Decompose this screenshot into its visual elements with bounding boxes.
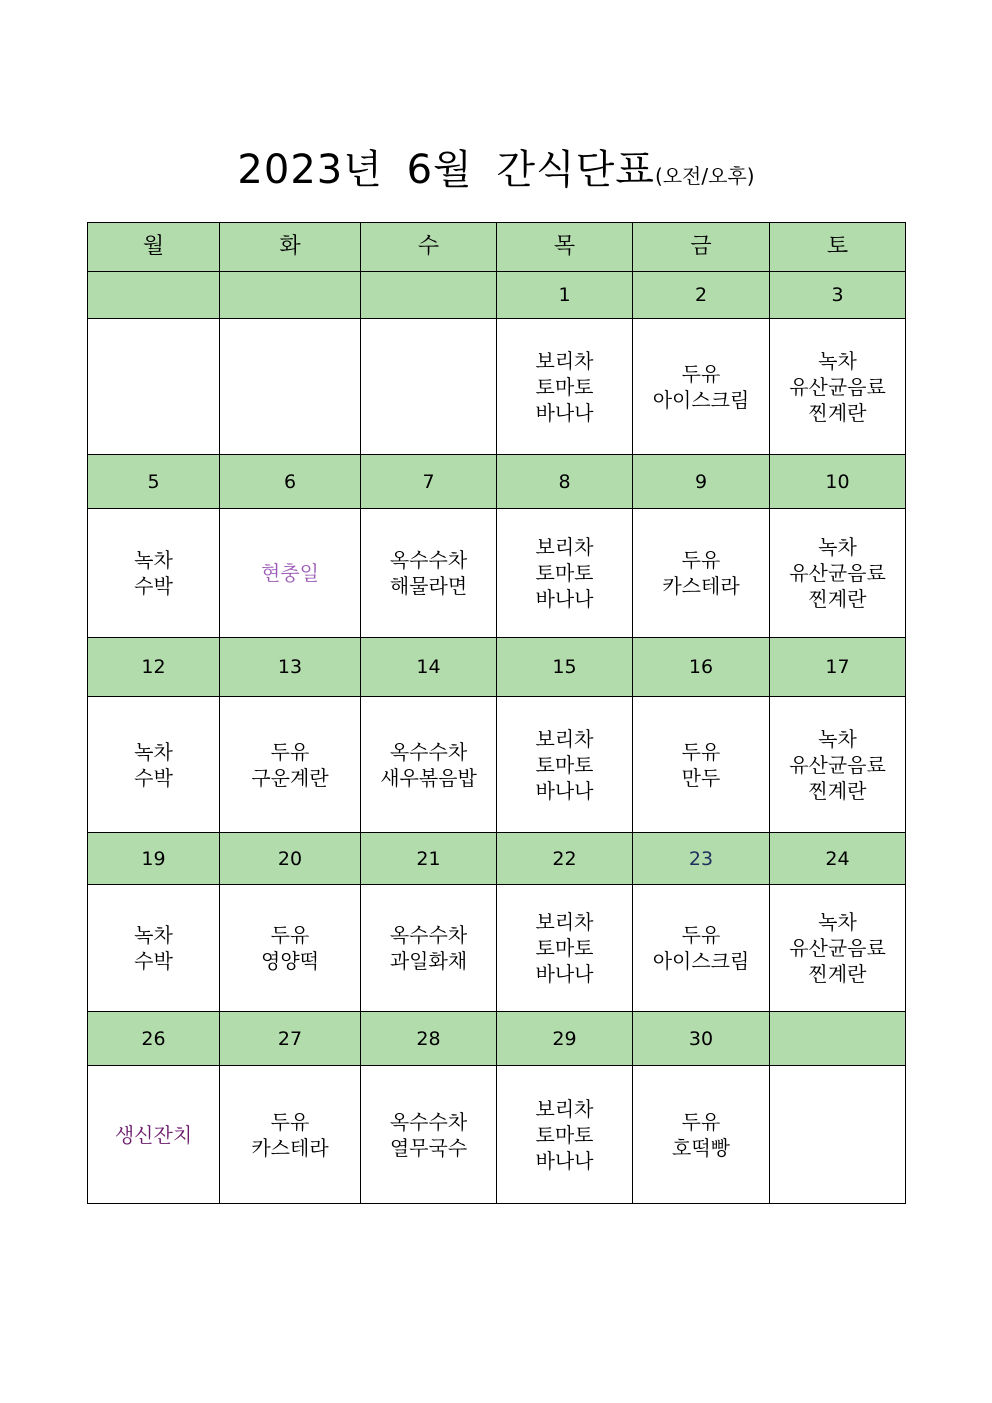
menu-cell-sat — [770, 1066, 906, 1204]
menu-item: 해물라면 — [389, 574, 468, 598]
date-row — [88, 638, 906, 697]
date-cell-mon — [88, 272, 220, 319]
menu-cell-wed — [361, 885, 497, 1012]
date-row — [88, 833, 906, 885]
menu-item: 두유 — [681, 361, 721, 386]
menu-cell-thu — [497, 697, 633, 833]
menu-cell-thu — [497, 1066, 633, 1204]
menu-cell-sat — [770, 885, 906, 1012]
date-cell-thu: 22 — [497, 833, 633, 885]
menu-cell-sat — [770, 509, 906, 638]
menu-item: 녹차 — [818, 726, 857, 751]
weekday-tue: 화 — [220, 223, 361, 272]
date-cell-fri: 23 — [633, 833, 770, 885]
date-row — [88, 1012, 906, 1066]
menu-item: 녹차 — [818, 348, 857, 373]
menu-cell-thu — [497, 509, 633, 638]
menu-item: 만두 — [681, 765, 721, 790]
date-cell-tue: 27 — [220, 1012, 361, 1066]
date-cell-mon: 19 — [88, 833, 220, 885]
date-cell-sat: 10 — [770, 455, 906, 509]
date-cell-sat: 3 — [770, 272, 906, 319]
holiday-label: 현충일 — [261, 561, 319, 585]
menu-cell-fri — [633, 697, 770, 833]
page-title — [0, 138, 992, 195]
menu-item: 호떡빵 — [672, 1135, 730, 1160]
menu-cell-wed — [361, 1066, 497, 1204]
menu-cell-fri — [633, 319, 770, 455]
menu-cell-sat — [770, 697, 906, 833]
date-cell-wed — [361, 272, 497, 319]
menu-item: 두유 — [681, 548, 721, 572]
menu-item: 녹차 — [134, 923, 173, 947]
date-cell-mon: 5 — [88, 455, 220, 509]
snack-menu-table — [87, 222, 906, 1204]
menu-item: 토마토 — [535, 374, 594, 399]
menu-item: 녹차 — [818, 535, 857, 559]
menu-item: 바나나 — [535, 778, 594, 803]
menu-item: 아이스크림 — [652, 949, 750, 973]
menu-item: 보리차 — [535, 726, 594, 751]
menu-row — [88, 885, 906, 1012]
menu-cell-tue — [220, 1066, 361, 1204]
menu-item: 수박 — [134, 574, 173, 598]
menu-item: 옥수수차 — [389, 923, 468, 947]
date-cell-thu: 15 — [497, 638, 633, 697]
menu-item: 바나나 — [535, 962, 594, 986]
date-cell-mon: 12 — [88, 638, 220, 697]
date-cell-fri: 30 — [633, 1012, 770, 1066]
menu-cell-mon — [88, 697, 220, 833]
menu-cell-sat — [770, 319, 906, 455]
date-cell-fri: 2 — [633, 272, 770, 319]
menu-item: 토마토 — [535, 1122, 594, 1147]
weekday-wed: 수 — [361, 223, 497, 272]
menu-item: 옥수수차 — [389, 739, 468, 764]
date-cell-fri: 9 — [633, 455, 770, 509]
menu-item: 두유 — [270, 1109, 310, 1134]
date-cell-wed: 14 — [361, 638, 497, 697]
menu-item: 녹차 — [134, 739, 173, 764]
date-cell-thu: 8 — [497, 455, 633, 509]
menu-item: 보리차 — [535, 535, 594, 559]
date-cell-sat: 24 — [770, 833, 906, 885]
menu-item: 카스테라 — [662, 574, 740, 598]
menu-item: 수박 — [134, 765, 173, 790]
menu-cell-wed — [361, 509, 497, 638]
menu-row — [88, 509, 906, 638]
menu-item: 찐계란 — [808, 400, 867, 425]
menu-cell-mon — [88, 1066, 220, 1204]
menu-item: 유산균음료 — [789, 561, 886, 585]
date-cell-fri: 16 — [633, 638, 770, 697]
menu-item: 두유 — [681, 1109, 721, 1134]
menu-item: 토마토 — [535, 561, 594, 585]
menu-item: 두유 — [681, 923, 721, 947]
weekday-mon: 월 — [88, 223, 220, 272]
date-cell-tue: 20 — [220, 833, 361, 885]
menu-item: 유산균음료 — [789, 374, 886, 399]
menu-item: 옥수수차 — [389, 1109, 468, 1134]
menu-row — [88, 319, 906, 455]
menu-item: 녹차 — [134, 548, 173, 572]
date-cell-sat: 17 — [770, 638, 906, 697]
weekday-header-row — [88, 223, 906, 272]
menu-item: 유산균음료 — [789, 936, 886, 960]
menu-item: 바나나 — [535, 587, 594, 611]
menu-item: 구운계란 — [251, 765, 329, 790]
menu-item: 수박 — [134, 949, 173, 973]
menu-item: 열무국수 — [389, 1135, 468, 1160]
menu-item: 보리차 — [535, 910, 594, 934]
menu-item: 두유 — [270, 923, 310, 947]
date-cell-thu: 1 — [497, 272, 633, 319]
date-cell-tue: 13 — [220, 638, 361, 697]
date-cell-wed: 28 — [361, 1012, 497, 1066]
title-sub: (오전/오후) — [654, 164, 755, 188]
menu-cell-tue — [220, 885, 361, 1012]
menu-cell-tue — [220, 697, 361, 833]
date-cell-thu: 29 — [497, 1012, 633, 1066]
menu-item: 토마토 — [535, 752, 594, 777]
menu-cell-mon — [88, 885, 220, 1012]
date-cell-mon: 26 — [88, 1012, 220, 1066]
menu-item: 바나나 — [535, 400, 594, 425]
menu-cell-tue — [220, 509, 361, 638]
menu-cell-fri — [633, 1066, 770, 1204]
menu-item: 찐계란 — [808, 962, 867, 986]
menu-cell-tue — [220, 319, 361, 455]
weekday-fri: 금 — [633, 223, 770, 272]
date-cell-sat — [770, 1012, 906, 1066]
menu-cell-mon — [88, 319, 220, 455]
menu-item: 바나나 — [535, 1148, 594, 1173]
date-row — [88, 455, 906, 509]
menu-item: 두유 — [270, 739, 310, 764]
menu-row — [88, 697, 906, 833]
menu-item: 카스테라 — [251, 1135, 329, 1160]
menu-cell-wed — [361, 319, 497, 455]
weekday-thu: 목 — [497, 223, 633, 272]
menu-cell-thu — [497, 885, 633, 1012]
menu-item: 과일화채 — [389, 949, 468, 973]
date-cell-tue: 6 — [220, 455, 361, 509]
menu-item: 녹차 — [818, 910, 857, 934]
menu-cell-mon — [88, 509, 220, 638]
menu-item: 새우볶음밥 — [380, 765, 477, 790]
menu-item: 두유 — [681, 739, 721, 764]
menu-cell-fri — [633, 885, 770, 1012]
menu-item: 옥수수차 — [389, 548, 468, 572]
menu-item: 찐계란 — [808, 587, 867, 611]
menu-item: 보리차 — [535, 348, 594, 373]
menu-item: 유산균음료 — [789, 752, 886, 777]
menu-item: 토마토 — [535, 936, 594, 960]
date-cell-wed: 21 — [361, 833, 497, 885]
menu-cell-wed — [361, 697, 497, 833]
title-main: 2023년 6월 간식단표 — [237, 147, 655, 193]
date-row — [88, 272, 906, 319]
menu-cell-fri — [633, 509, 770, 638]
menu-item: 아이스크림 — [652, 387, 750, 412]
menu-item: 찐계란 — [808, 778, 867, 803]
menu-item: 보리차 — [535, 1096, 594, 1121]
event-label: 생신잔치 — [114, 1122, 193, 1147]
menu-item: 영양떡 — [261, 949, 319, 973]
weekday-sat: 토 — [770, 223, 906, 272]
date-cell-wed: 7 — [361, 455, 497, 509]
menu-cell-thu — [497, 319, 633, 455]
date-cell-tue — [220, 272, 361, 319]
menu-row — [88, 1066, 906, 1204]
